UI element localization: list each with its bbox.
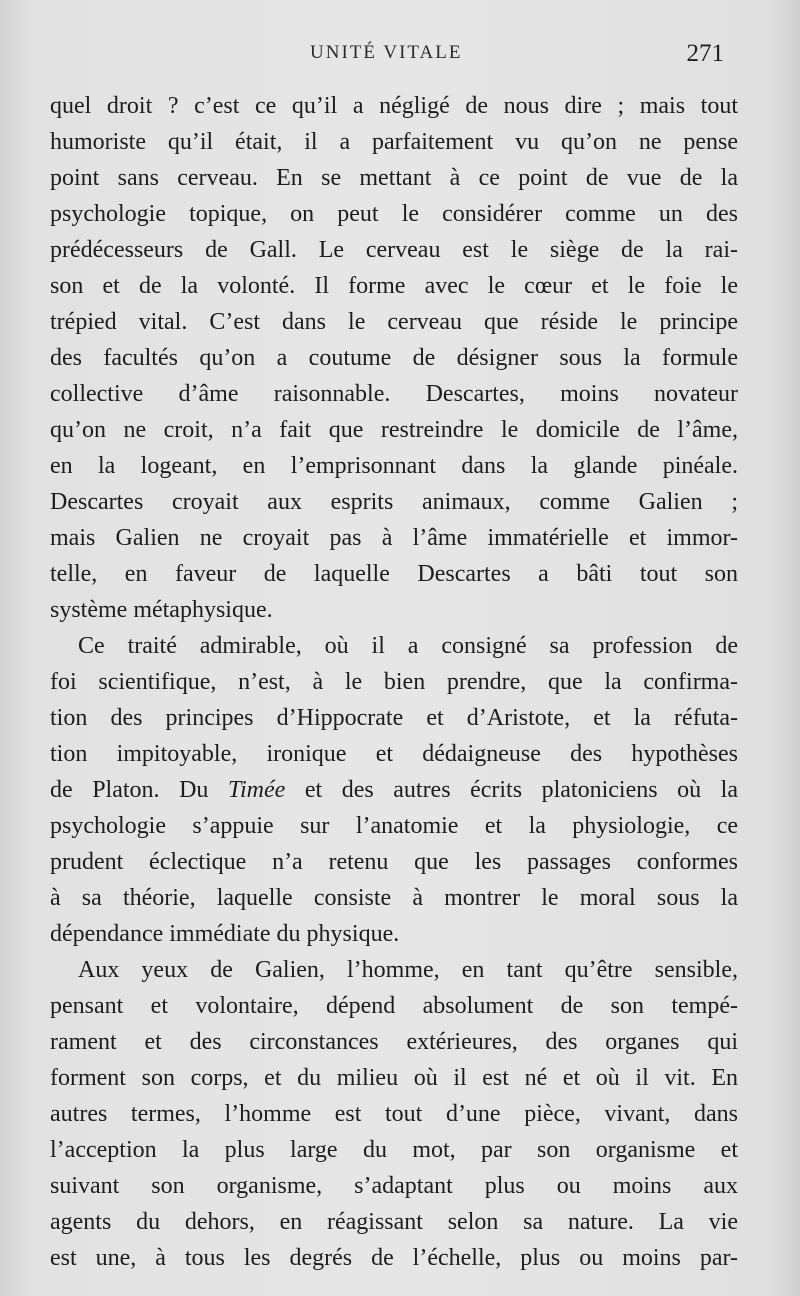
text-line: Ce traité admirable, où il a consigné sa profession de	[78, 633, 738, 659]
text-line: rament et des circonstances extérieures, des organes qui	[50, 1029, 738, 1055]
text-line: collective d’âme raisonnable. Descartes, moins novateur	[50, 381, 738, 407]
page-number: 271	[686, 40, 724, 67]
text-line: son et de la volonté. Il forme avec le cœur et le foie le	[50, 273, 738, 299]
text-line: des facultés qu’on a coutume de désigner sous la formule	[50, 345, 738, 371]
text-line: prudent éclectique n’a retenu que les passages conformes	[50, 849, 738, 875]
text-line: est une, à tous les degrés de l’échelle, plus ou moins par-	[50, 1245, 738, 1271]
running-header	[0, 40, 800, 72]
text-line: agents du dehors, en réagissant selon sa nature. La vie	[50, 1209, 738, 1235]
text-line: pensant et volontaire, dépend absolument de son tempé-	[50, 993, 738, 1019]
text-line: tion impitoyable, ironique et dédaigneuse des hypothèses	[50, 741, 738, 767]
text-line: à sa théorie, laquelle consiste à montrer le moral sous la	[50, 885, 738, 911]
text-line: Aux yeux de Galien, l’homme, en tant qu’être sensible,	[78, 957, 738, 983]
text-line: humoriste qu’il était, il a parfaitement vu qu’on ne pense	[50, 129, 738, 155]
text-line: mais Galien ne croyait pas à l’âme immatérielle et immor-	[50, 525, 738, 551]
running-title: UNITÉ VITALE	[310, 42, 463, 63]
text-line: forment son corps, et du milieu où il est né et où il vit. En	[50, 1065, 738, 1091]
body-text	[50, 88, 738, 1276]
text-line: point sans cerveau. En se mettant à ce point de vue de la	[50, 165, 738, 191]
text-segment: et des autres écrits platoniciens où la	[285, 777, 738, 803]
text-line: tion des principes d’Hippocrate et d’Aristote, et la réfuta-	[50, 705, 738, 731]
text-line: Descartes croyait aux esprits animaux, comme Galien ;	[50, 489, 738, 515]
text-line: l’acception la plus large du mot, par son organisme et	[50, 1137, 738, 1163]
text-line: psychologie topique, on peut le considérer comme un des	[50, 201, 738, 227]
text-line-timee	[50, 772, 738, 808]
text-line: qu’on ne croit, n’a fait que restreindre le domicile de l’âme,	[50, 417, 738, 443]
italic-title-timee: Timée	[227, 777, 286, 803]
text-line: dépendance immédiate du physique.	[50, 921, 400, 947]
text-line: prédécesseurs de Gall. Le cerveau est le siège de la rai-	[50, 237, 738, 263]
text-line: système métaphysique.	[50, 597, 273, 623]
text-line: foi scientifique, n’est, à le bien prendre, que la confirma-	[50, 669, 738, 695]
text-line: suivant son organisme, s’adaptant plus ou moins aux	[50, 1173, 738, 1199]
text-line: en la logeant, en l’emprisonnant dans la glande pinéale.	[50, 453, 738, 479]
text-line: autres termes, l’homme est tout d’une pièce, vivant, dans	[50, 1101, 738, 1127]
text-line: psychologie s’appuie sur l’anatomie et la physiologie, ce	[50, 813, 738, 839]
text-line: telle, en faveur de laquelle Descartes a bâti tout son	[50, 561, 738, 587]
text-line: quel droit ? c’est ce qu’il a négligé de nous dire ; mais tout	[50, 93, 738, 119]
text-segment: de Platon. Du	[50, 777, 228, 803]
text-line: trépied vital. C’est dans le cerveau que réside le principe	[50, 309, 738, 335]
